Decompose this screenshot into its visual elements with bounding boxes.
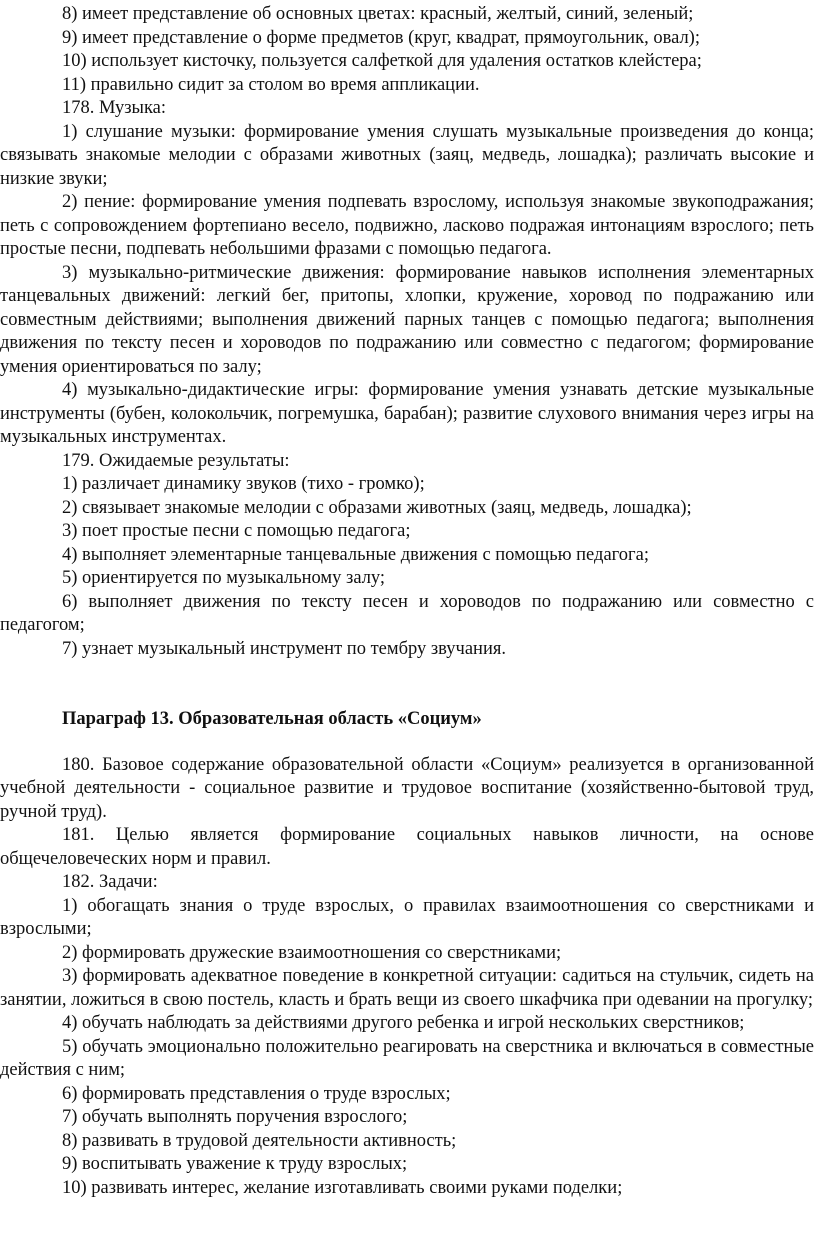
paragraph: 8) развивать в трудовой деятельности активность; [62,1130,457,1151]
paragraph: 9) воспитывать уважение к труду взрослых; [62,1154,408,1174]
paragraph: 1) различает динамику звуков (тихо - громко); [62,474,425,494]
paragraph-block-2 [0,754,814,1201]
paragraph: 10) развивать интерес, желание изготавливать своими руками поделки; [62,1177,623,1198]
section-heading: Параграф 13. Образовательная область «Социум» [62,709,482,729]
spacer [0,732,814,754]
paragraph: 7) обучать выполнять поручения взрослого; [62,1107,408,1127]
paragraph: 3) музыкально-ритмические движения: формирование навыков исполнения элементарных танцевальных движений: легкий бег, притопы, хлопки, кружение, хоровод по подражанию или совместным действиями; выполнения движений парных танцев с помощью педагога; выполнения движения по тексту песен и хороводов по подражанию или совместно с педагогом; формирование умения ориентироваться по залу; [0,262,814,377]
paragraph: 178. Музыка: [62,98,167,118]
paragraph: 6) формировать представления о труде взрослых; [62,1083,451,1104]
paragraph: 182. Задачи: [62,872,158,892]
paragraph: 10) использует кисточку, пользуется салфеткой для удаления остатков клейстера; [62,51,702,71]
paragraph: 9) имеет представление о форме предметов (круг, квадрат, прямоугольник, овал); [62,27,700,48]
paragraph: 4) музыкально-дидактические игры: формирование умения узнавать детские музыкальные инструменты (бубен, колокольчик, погремушка, барабан); развитие слухового внимания через игры на музыкальных инструментах. [0,380,814,447]
paragraph: 2) пение: формирование умения подпевать взрослому, используя знакомые звукоподражания; петь с сопровождением фортепиано весело, подвижно, ласково подражая интонациям взрослого; петь простые песни, подпевать небольшими фразами с помощью педагога. [0,192,814,259]
paragraph: 3) поет простые песни с помощью педагога; [62,521,411,541]
paragraph: 2) связывает знакомые мелодии с образами животных (заяц, медведь, лошадка); [62,497,692,518]
paragraph: 1) слушание музыки: формирование умения слушать музыкальные произведения до конца; связывать знакомые мелодии с образами животных (заяц, медведь, лошадка); различать высокие и низкие звуки; [0,121,814,189]
spacer [0,661,814,708]
paragraph: 2) формировать дружеские взаимоотношения со сверстниками; [62,942,562,963]
paragraph-block-1 [0,3,814,661]
paragraph: 11) правильно сидит за столом во время аппликации. [62,74,480,95]
paragraph: 5) ориентируется по музыкальному залу; [62,568,386,588]
paragraph: 4) выполняет элементарные танцевальные движения с помощью педагога; [62,544,649,565]
paragraph: 3) формировать адекватное поведение в конкретной ситуации: садиться на стульчик, сидеть на занятии, ложиться в свою постель, класть и брать вещи из своего шкафчика при одевании на прогулку; [0,966,814,1010]
paragraph: 180. Базовое содержание образовательной области «Социум» реализуется в организованной учебной деятельности - социальное развитие и трудовое воспитание (хозяйственно-бытовой труд, ручной труд). [0,754,814,822]
paragraph: 5) обучать эмоционально положительно реагировать на сверстника и включаться в совместные действия с ним; [0,1036,814,1080]
paragraph: 181. Целью является формирование социальных навыков личности, на основе общечеловеческих норм и правил. [0,825,814,869]
paragraph: 1) обогащать знания о труде взрослых, о правилах взаимоотношения со сверстниками и взрослыми; [0,895,814,939]
paragraph: 8) имеет представление об основных цветах: красный, желтый, синий, зеленый; [62,4,694,24]
paragraph: 179. Ожидаемые результаты: [62,450,290,471]
paragraph: 4) обучать наблюдать за действиями другого ребенка и игрой нескольких сверстников; [62,1013,745,1033]
paragraph: 6) выполняет движения по тексту песен и хороводов по подражанию или совместно с педагогом; [0,591,814,635]
paragraph: 7) узнает музыкальный инструмент по тембру звучания. [62,638,506,659]
